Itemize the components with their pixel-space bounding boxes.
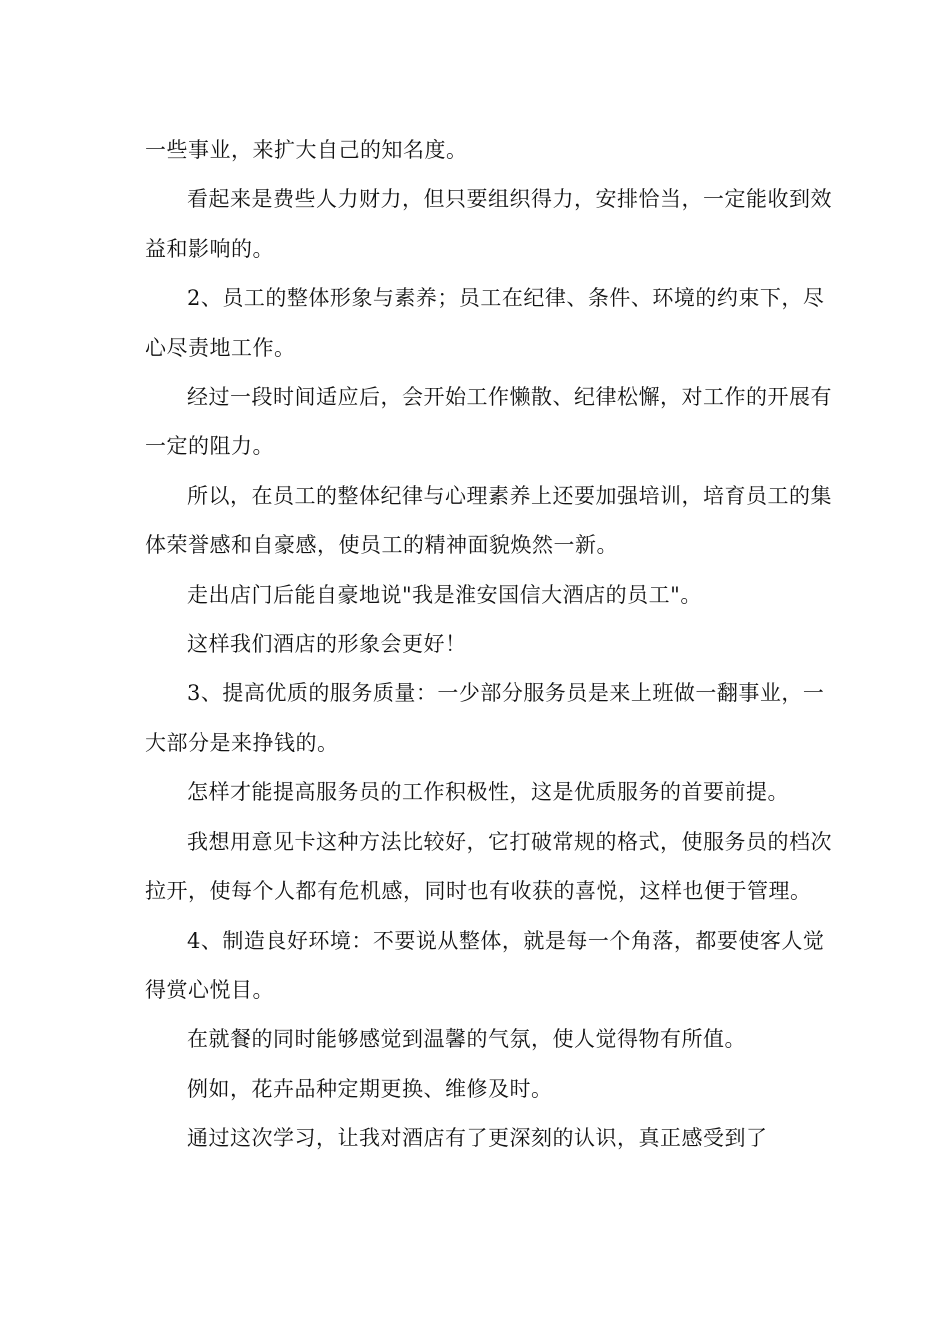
document-body — [145, 126, 835, 1164]
paragraph: 例如，花卉品种定期更换、维修及时。 — [187, 1076, 553, 1101]
paragraph: 经过一段时间适应后，会开始工作懒散、纪律松懈，对工作的开展有一定的阻力。 — [145, 385, 832, 459]
paragraph: 2、员工的整体形象与素养；员工在纪律、条件、环境的约束下，尽心尽责地工作。 — [145, 286, 825, 360]
paragraph: 4、制造良好环境：不要说从整体，就是每一个角落，都要使客人觉得赏心悦目。 — [145, 928, 825, 1002]
paragraph: 一些事业，来扩大自己的知名度。 — [145, 138, 468, 162]
paragraph: 我想用意见卡这种方法比较好，它打破常规的格式，使服务员的档次拉开，使每个人都有危机感，同时也有收获的喜悦，这样也便于管理。 — [145, 829, 832, 904]
paragraph: 怎样才能提高服务员的工作积极性，这是优质服务的首要前提。 — [187, 780, 789, 805]
paragraph: 通过这次学习，让我对酒店有了更深刻的认识，真正感受到了 — [187, 1126, 768, 1151]
paragraph: 看起来是费些人力财力，但只要组织得力，安排恰当，一定能收到效益和影响的。 — [145, 187, 832, 261]
paragraph: 3、提高优质的服务质量：一少部分服务员是来上班做一翻事业，一大部分是来挣钱的。 — [145, 681, 825, 755]
paragraph: 走出店门后能自豪地说"我是淮安国信大酒店的员工"。 — [187, 582, 702, 607]
paragraph: 所以，在员工的整体纪律与心理素养上还要加强培训，培育员工的集体荣誉感和自豪感，使员工的精神面貌焕然一新。 — [145, 483, 832, 558]
paragraph: 在就餐的同时能够感觉到温馨的气氛，使人觉得物有所值。 — [187, 1027, 746, 1052]
paragraph: 这样我们酒店的形象会更好！ — [187, 632, 467, 657]
